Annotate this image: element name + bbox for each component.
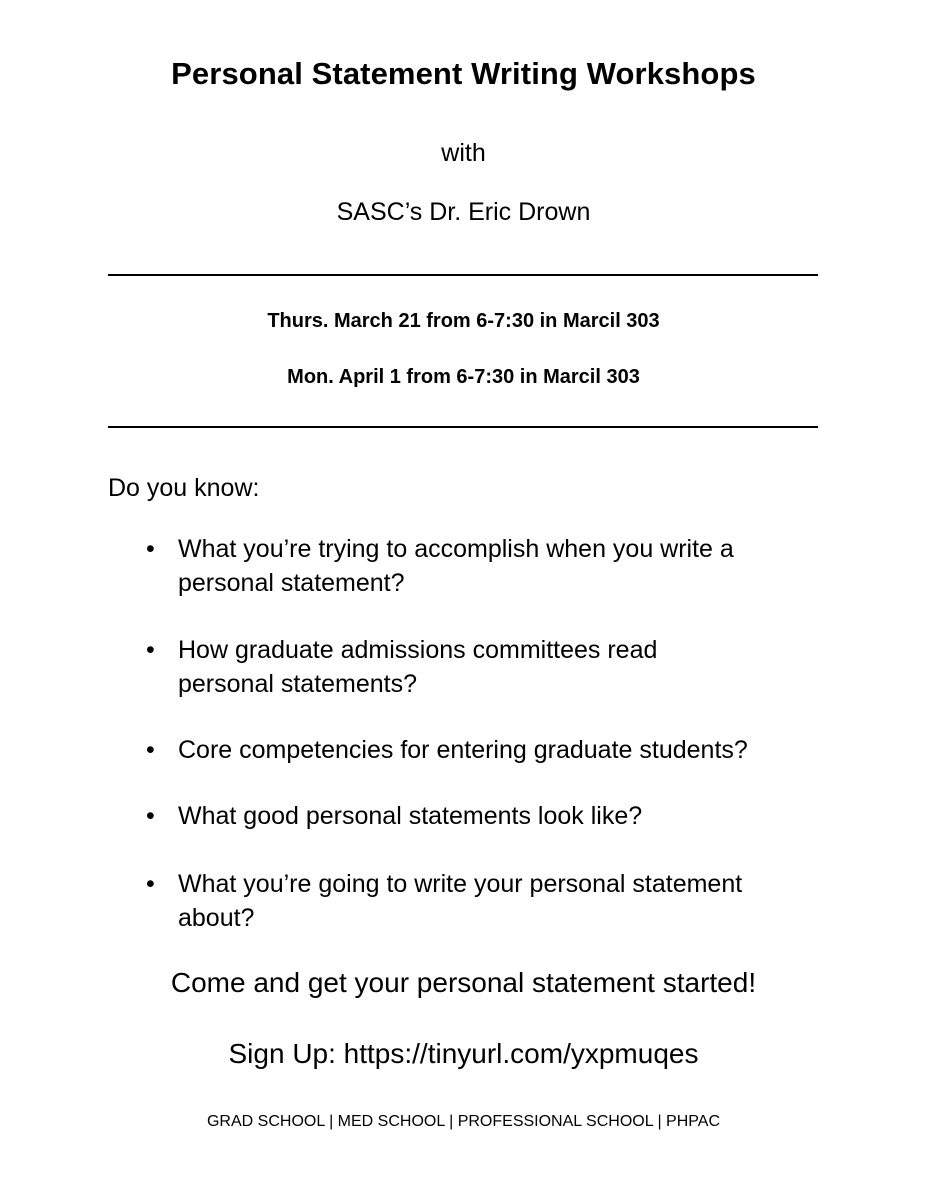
list-item-line: personal statement?	[178, 569, 405, 597]
list-item-line: What you’re trying to accomplish when you write a	[178, 535, 734, 563]
list-item-text	[178, 799, 838, 833]
list-item-text	[178, 532, 838, 600]
list-item-line: personal statements?	[178, 670, 418, 698]
bullet-icon: •	[146, 870, 155, 898]
list-item-line: How graduate admissions committees read	[178, 636, 658, 664]
top-divider	[108, 274, 818, 276]
presenter-name: SASC’s Dr. Eric Drown	[336, 198, 591, 226]
page-title: Personal Statement Writing Workshops	[171, 56, 756, 91]
bottom-divider	[108, 426, 818, 428]
bullet-icon: •	[146, 636, 155, 664]
list-item-line: What you’re going to write your personal statement	[178, 870, 743, 898]
footer-programs: GRAD SCHOOL | MED SCHOOL | PROFESSIONAL SCHOOL | PHPAC	[206, 1113, 720, 1130]
signup-link[interactable]: Sign Up: https://tinyurl.com/yxpmuqes	[228, 1038, 699, 1069]
list-item-text	[178, 633, 838, 701]
with-text: with	[441, 139, 486, 167]
bullet-icon: •	[146, 802, 155, 830]
call-to-action: Come and get your personal statement started!	[170, 967, 757, 998]
list-item-text	[178, 867, 838, 935]
list-item-line: Core competencies for entering graduate students?	[178, 736, 748, 764]
bullet-icon: •	[146, 535, 155, 563]
list-item-line: about?	[178, 904, 255, 932]
list-item-text	[178, 733, 838, 767]
bullet-icon: •	[146, 736, 155, 764]
intro-question: Do you know:	[108, 474, 260, 502]
session-2: Mon. April 1 from 6-7:30 in Marcil 303	[287, 366, 640, 388]
list-item-line: What good personal statements look like?	[178, 802, 643, 830]
session-1: Thurs. March 21 from 6-7:30 in Marcil 303	[267, 310, 660, 332]
